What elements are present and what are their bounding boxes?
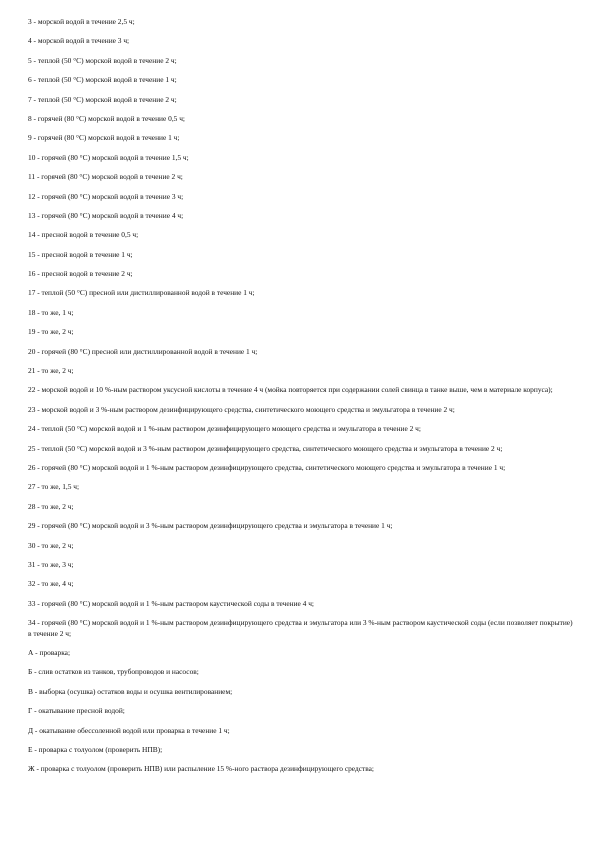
list-item: 32 - то же, 4 ч;: [28, 579, 74, 589]
list-item: 19 - то же, 2 ч;: [28, 327, 74, 337]
list-item: 31 - то же, 3 ч;: [28, 559, 74, 569]
list-item: 34 - горячей (80 °С) морской водой и 1 %-ным раствором дезинфицирующего средства и эмульгатора или 3 %-ным раствором каустической соды (если позволяет покрытие) в течение 2 ч;: [28, 618, 573, 638]
list-item: 22 - морской водой и 10 %-ным раствором уксусной кислоты в течение 4 ч (мойка повторяется при содержании солей свинца в танке выше, чем в материале корпуса);: [28, 385, 553, 395]
list-item: 7 - теплой (50 °С) морской водой в течение 2 ч;: [28, 94, 177, 104]
list-item: 16 - пресной водой в течение 2 ч;: [28, 269, 133, 279]
list-item: 15 - пресной водой в течение 1 ч;: [28, 249, 133, 259]
list-item: А - проварка;: [28, 648, 71, 658]
list-item: 24 - теплой (50 °С) морской водой и 1 %-ным раствором дезинфицирующего моющего средства и эмульгатора в течение 2 ч;: [28, 424, 421, 434]
list-item: 5 - теплой (50 °С) морской водой в течение 2 ч;: [28, 55, 177, 65]
list-item: 18 - то же, 1 ч;: [28, 307, 74, 317]
list-item: 33 - горячей (80 °С) морской водой и 1 %-ным раствором каустической соды в течение 4 ч;: [28, 598, 314, 608]
list-item: Б - слив остатков из танков, трубопроводов и насосов;: [28, 667, 199, 677]
list-item: 6 - теплой (50 °С) морской водой в течение 1 ч;: [28, 75, 177, 85]
list-item: 8 - горячей (80 °С) морской водой в течение 0,5 ч;: [28, 113, 185, 123]
list-item: 27 - то же, 1,5 ч;: [28, 482, 80, 492]
list-item: 3 - морской водой в течение 2,5 ч;: [28, 17, 135, 26]
list-item: 26 - горячей (80 °С) морской водой и 1 %-ным раствором дезинфицирующего средства, синтетического моющего средства и эмульгатора в течение 1 ч;: [28, 462, 506, 472]
list-item: 25 - теплой (50 °С) морской водой и 3 %-ным раствором дезинфицирующего средства, синтетического моющего средства и эмульгатора в течение 2 ч;: [28, 443, 503, 453]
list-item: 29 - горячей (80 °С) морской водой и 3 %-ным раствором дезинфицирующего средства и эмульгатора в течение 1 ч;: [28, 521, 393, 531]
list-item: 30 - то же, 2 ч;: [28, 540, 74, 550]
list-item: Д - окатывание обессоленной водой или проварка в течение 1 ч;: [28, 725, 230, 735]
list-item: 20 - горячей (80 °С) пресной или дистиллированной водой в течение 1 ч;: [28, 346, 258, 356]
list-item: 17 - теплой (50 °С) пресной или дистиллированной водой в течение 1 ч;: [28, 288, 255, 298]
list-item: Ж - проварка с толуолом (проверить НПВ) или распыление 15 %-ного раствора дезинфицирующего средства;: [28, 764, 374, 774]
list-item: Е - проварка с толуолом (проверить НПВ);: [28, 745, 163, 755]
list-item: 13 - горячей (80 °С) морской водой в течение 4 ч;: [28, 210, 184, 220]
list-item: 4 - морской водой в течение 3 ч;: [28, 36, 130, 46]
list-item: 11 - горячей (80 °С) морской водой в течение 2 ч;: [28, 172, 183, 182]
list-item: 12 - горячей (80 °С) морской водой в течение 3 ч;: [28, 191, 184, 201]
list-item: Г - окатывание пресной водой;: [28, 706, 125, 716]
list-item: 23 - морской водой и 3 %-ным раствором дезинфицирующего средства, синтетического моющего средства и эмульгатора в течение 2 ч;: [28, 404, 455, 414]
list-item: 28 - то же, 2 ч;: [28, 501, 74, 511]
list-item: В - выборка (осушка) остатков воды и осушка вентилированием;: [28, 686, 233, 696]
list-item: 21 - то же, 2 ч;: [28, 366, 74, 376]
document-page: [28, 17, 573, 784]
list-item: 14 - пресной водой в течение 0,5 ч;: [28, 230, 139, 240]
list-item: 9 - горячей (80 °С) морской водой в течение 1 ч;: [28, 133, 180, 143]
list-item: 10 - горячей (80 °С) морской водой в течение 1,5 ч;: [28, 152, 189, 162]
